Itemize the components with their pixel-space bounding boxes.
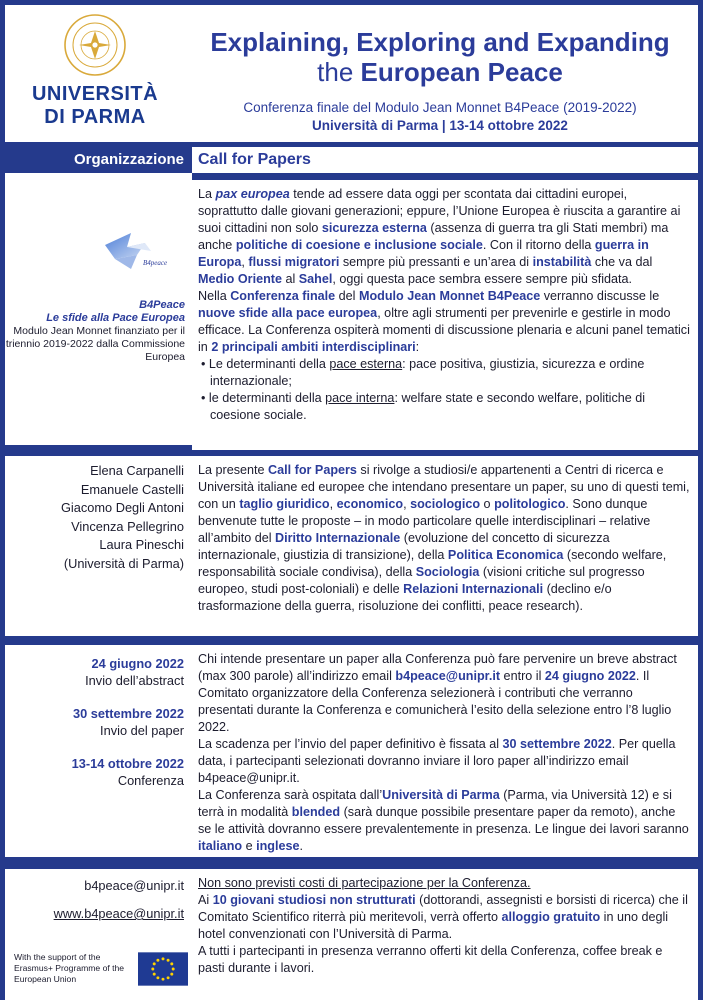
list-item: • Le determinanti della pace esterna: pace positiva, giustizia, sicurezza e ordine internazionale; — [201, 357, 645, 388]
sidebar — [0, 142, 192, 1000]
university-name — [25, 83, 165, 129]
contact-email[interactable]: b4peace@unipr.it — [84, 878, 184, 893]
header — [5, 5, 698, 142]
erasmus-text: With the support of the Erasmus+ Programme of the European Union — [14, 952, 125, 984]
cfp-section-4 — [192, 869, 698, 1000]
date-conference: 13-14 ottobre 2022 — [71, 756, 184, 771]
date-paper-label: Invio del paper — [100, 723, 184, 738]
eu-flag-icon — [138, 952, 188, 986]
committee-affiliation: (Università di Parma) — [63, 555, 184, 571]
b4peace-logo-text: B4peace — [143, 259, 168, 267]
cfp-topics-list — [198, 356, 690, 424]
university-logo — [25, 13, 165, 138]
conference-title — [205, 27, 675, 87]
b4peace-description — [5, 299, 185, 364]
committee-member: Elena Carpanelli — [90, 463, 184, 478]
cfp-para-3: La presente Call for Papers si rivolge a studiosi/e appartenenti a Centri di ricerca e Università italiane ed europee che intendano presentare un paper, su uno di questi temi, con un taglio giuridico, economico, sociologico o politologico. Sono dunque benvenute tutte le proposte – in modo particolare quelle interdisciplinari – relative all’ambito del Diritto Internazionale (evoluzione del concetto di sicurezza internazionale, giustizia di transizione), della Politica Economica (secondo welfare, responsabilità sociale condivisa), della Sociologia (visioni critiche sul progresso europeo, studi post-coloniali) e delle Relazioni Internazionali (declino e/o trasformazione della guerra, risoluzione dei conflitti, peace research). — [198, 463, 690, 613]
dates-box — [5, 645, 192, 857]
cfp-para-8: Ai 10 giovani studiosi non strutturati (dottorandi, assegnisti e borsisti di ricerca) che il Comitato Scientifico riterrà più meritevoli, verrà offerto alloggio gratuito in uno degli hotel convenzionati con l’Università di Parma. — [198, 893, 688, 941]
cfp-para-1: La pax europea tende ad essere data oggi per scontata dai cittadini europei, soprattutto dalle giovani generazioni; eppure, l’Unione Europea è riuscita a garantire ai suoi cittadini non solo sicurezza esterna (assenza di guerra tra gli Stati membri) ma anche politiche di coesione e inclusione sociale. Con il ritorno della guerra in Europa, flussi migratori sempre più pressanti e un’area di instabilità che va dal Medio Oriente al Sahel, oggi questa pace sembra essere sempre più sfidata. — [198, 187, 681, 286]
subtitle-line1: Conferenza finale del Modulo Jean Monnet B4Peace (2019-2022) — [243, 100, 637, 115]
university-name-line1: UNIVERSITÀ — [31, 83, 159, 105]
title-line1: Explaining, Exploring and Expanding — [210, 27, 670, 57]
b4peace-funding: Modulo Jean Monnet finanziato per il triennio 2019-2022 dalla Commissione Europea — [5, 325, 185, 363]
erasmus-badge — [14, 950, 189, 990]
title-line2-bold: European Peace — [360, 57, 563, 87]
cfp-section-2 — [192, 456, 698, 636]
cfp-para-9: A tutti i partecipanti in presenza verranno offerti kit della Conferenza, coffee break e pasti durante i lavori. — [198, 944, 663, 975]
university-seal-icon — [63, 13, 127, 77]
conference-subtitle — [205, 99, 675, 135]
date-abstract: 24 giugno 2022 — [91, 656, 184, 671]
title-line2 — [205, 57, 675, 87]
date-paper: 30 settembre 2022 — [73, 706, 184, 721]
dates-heading: Date importanti — [73, 620, 184, 637]
b4peace-subtitle: Le sfide alla Pace Europea — [46, 312, 185, 324]
b4peace-title: B4Peace — [139, 299, 185, 311]
cfp-para-7: Non sono previsti costi di partecipazione per la Conferenza. — [198, 876, 531, 890]
university-name-line2: DI PARMA — [44, 106, 146, 128]
subtitle-line2: Università di Parma | 13-14 ottobre 2022 — [312, 118, 568, 133]
cfp-para-6: La Conferenza sarà ospitata dall’Università di Parma (Parma, via Università 12) e si terrà in modalità blended (sarà dunque possibile presentare paper da remoto), anche se le attività dovranno essere prevalentemente in presenza. Le lingue dei lavori saranno italiano e inglese. — [198, 788, 689, 853]
cfp-para-2: Nella Conferenza finale del Modulo Jean Monnet B4Peace verranno discusse le nuove sfide alla pace europea, oltre agli strumenti per prevenirle e gestirle in modo efficace. La Conferenza ospiterà momenti di discussione plenaria e alcuni panel tematici in 2 principali ambiti interdisciplinari: — [198, 289, 690, 354]
committee-member: Emanuele Castelli — [80, 481, 184, 497]
committee-box — [5, 456, 192, 636]
org-box — [5, 173, 192, 445]
cfp-para-5: La scadenza per l’invio del paper definitivo è fissata al 30 settembre 2022. Per quella data, i partecipanti selezionati dovranno inviare il loro paper all’indirizzo email b4peace@unipr.it. — [198, 737, 676, 785]
cfp-para-4: Chi intende presentare un paper alla Conferenza può fare pervenire un breve abstract (max 300 parole) all’indirizzo email b4peace@unipr.it entro il 24 giugno 2022. Il Comitato organizzatore della Conferenza selezionerà i contributi che verranno presentati durante la Conferenza e comunicherà l’esito della selezione entro l’8 luglio 2022. — [198, 652, 677, 734]
list-item: • le determinanti della pace interna: welfare state e secondo welfare, politiche di coesione sociale. — [201, 391, 646, 422]
b4peace-logo-icon — [101, 225, 171, 275]
cfp-section-3 — [192, 645, 698, 857]
committee-member: Giacomo Degli Antoni — [60, 500, 184, 515]
title-line2-pre: the — [317, 57, 361, 87]
cfp-title: Call for Papers — [192, 147, 698, 173]
info-heading: Informazioni — [94, 843, 184, 860]
committee-heading: Comitato scientifico — [40, 430, 184, 447]
main-column — [192, 142, 698, 1000]
org-heading: Organizzazione — [73, 151, 184, 168]
committee-member: Laura Pineschi — [99, 537, 184, 552]
cfp-section-1 — [192, 180, 698, 450]
website-link[interactable]: www.b4peace@unipr.it — [53, 906, 184, 921]
date-conference-label: Conferenza — [117, 773, 184, 788]
committee-member: Vincenza Pellegrino — [71, 518, 184, 534]
date-abstract-label: Invio dell’abstract — [85, 673, 184, 688]
